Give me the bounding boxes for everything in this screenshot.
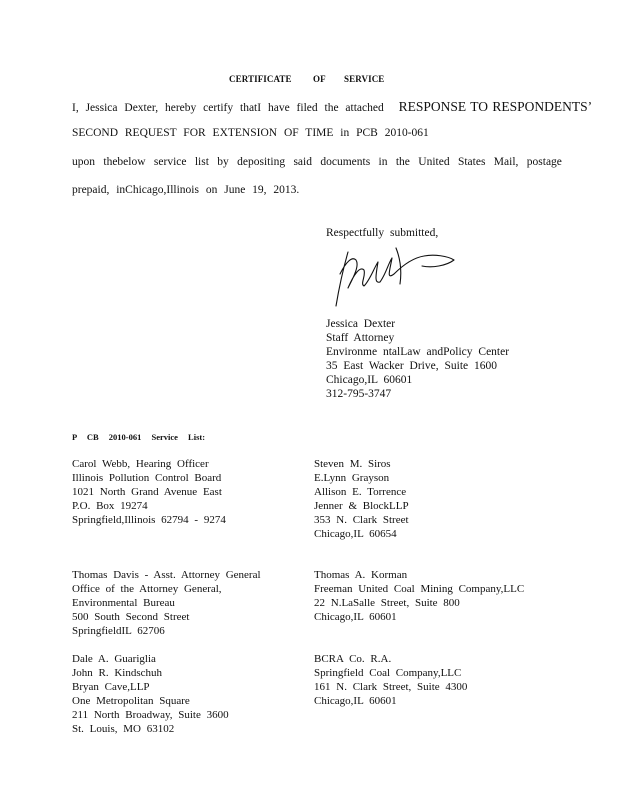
title-word-certificate: CERTIFICATE (229, 74, 292, 84)
certification-line-2 (72, 127, 429, 139)
closing: Respectfully submitted, (326, 227, 439, 239)
certification-line-3 (72, 156, 562, 168)
address-line: Chicago,IL 60601 (314, 611, 397, 623)
address-line: St. Louis, MO 63102 (72, 723, 175, 735)
address-line: Illinois Pollution Control Board (72, 472, 222, 484)
address-block-guariglia (72, 652, 229, 736)
address-line: Bryan Cave,LLP (72, 681, 150, 693)
address-line: 500 South Second Street (72, 611, 190, 623)
address-block-davis (72, 568, 261, 638)
address-block-korman (314, 568, 524, 624)
address-line: Environmental Bureau (72, 597, 175, 609)
document-title-part-2: SECOND REQUEST FOR EXTENSION OF TIME in PCB 2010-061 (72, 127, 429, 139)
address-block-siros (314, 457, 409, 541)
certificate-title (229, 74, 389, 84)
address-line: P.O. Box 19274 (72, 500, 148, 512)
address-block-bcra (314, 652, 467, 708)
signer-street: 35 East Wacker Drive, Suite 1600 (326, 360, 497, 372)
address-line: One Metropolitan Square (72, 695, 190, 707)
certification-line-4 (72, 184, 299, 196)
address-line: Chicago,IL 60654 (314, 528, 397, 540)
address-line: Carol Webb, Hearing Officer (72, 458, 209, 470)
address-line: Chicago,IL 60601 (314, 695, 397, 707)
address-line: John R. Kindschuh (72, 667, 163, 679)
address-line: Springfield Coal Company,LLC (314, 667, 462, 679)
address-line: 211 North Broadway, Suite 3600 (72, 709, 229, 721)
signer-city: Chicago,IL 60601 (326, 374, 413, 386)
address-line: Steven M. Siros (314, 458, 391, 470)
title-word-service: SERVICE (344, 74, 385, 84)
address-line: Dale A. Guariglia (72, 653, 156, 665)
title-word-of: OF (313, 74, 326, 84)
address-line: Allison E. Torrence (314, 486, 407, 498)
address-line: SpringfieldIL 62706 (72, 625, 165, 637)
signature-address-block (326, 317, 509, 401)
address-line: 22 N.LaSalle Street, Suite 800 (314, 597, 460, 609)
address-line: Springfield,Illinois 62794 - 9274 (72, 514, 226, 526)
document-title-part-1: RESPONSE TO RESPONDENTS’ (398, 99, 593, 114)
address-line: Freeman United Coal Mining Company,LLC (314, 583, 525, 595)
certification-text-3: upon thebelow service list by depositing said documents in the United States Mail, postage (72, 156, 562, 168)
address-line: Jenner & BlockLLP (314, 500, 409, 512)
address-line: 1021 North Grand Avenue East (72, 486, 222, 498)
address-line: Thomas Davis - Asst. Attorney General (72, 569, 261, 581)
address-line: E.Lynn Grayson (314, 472, 390, 484)
handwritten-signature (326, 244, 466, 314)
signer-phone: 312-795-3747 (326, 388, 392, 400)
certification-line-1 (72, 99, 592, 115)
signer-title: Staff Attorney (326, 332, 395, 344)
address-line: Office of the Attorney General, (72, 583, 222, 595)
certification-text-4: prepaid, inChicago,Illinois on June 19, 2013. (72, 184, 300, 196)
address-block-webb (72, 457, 226, 527)
address-line: BCRA Co. R.A. (314, 653, 392, 665)
signer-name: Jessica Dexter (326, 318, 396, 330)
service-list-heading: P CB 2010-061 Service List: (72, 432, 206, 442)
address-line: 161 N. Clark Street, Suite 4300 (314, 681, 468, 693)
certification-text-1: I, Jessica Dexter, hereby certify thatI have filed the attached (72, 102, 384, 114)
signer-organization: Environme ntalLaw andPolicy Center (326, 346, 510, 358)
address-line: Thomas A. Korman (314, 569, 408, 581)
address-line: 353 N. Clark Street (314, 514, 409, 526)
